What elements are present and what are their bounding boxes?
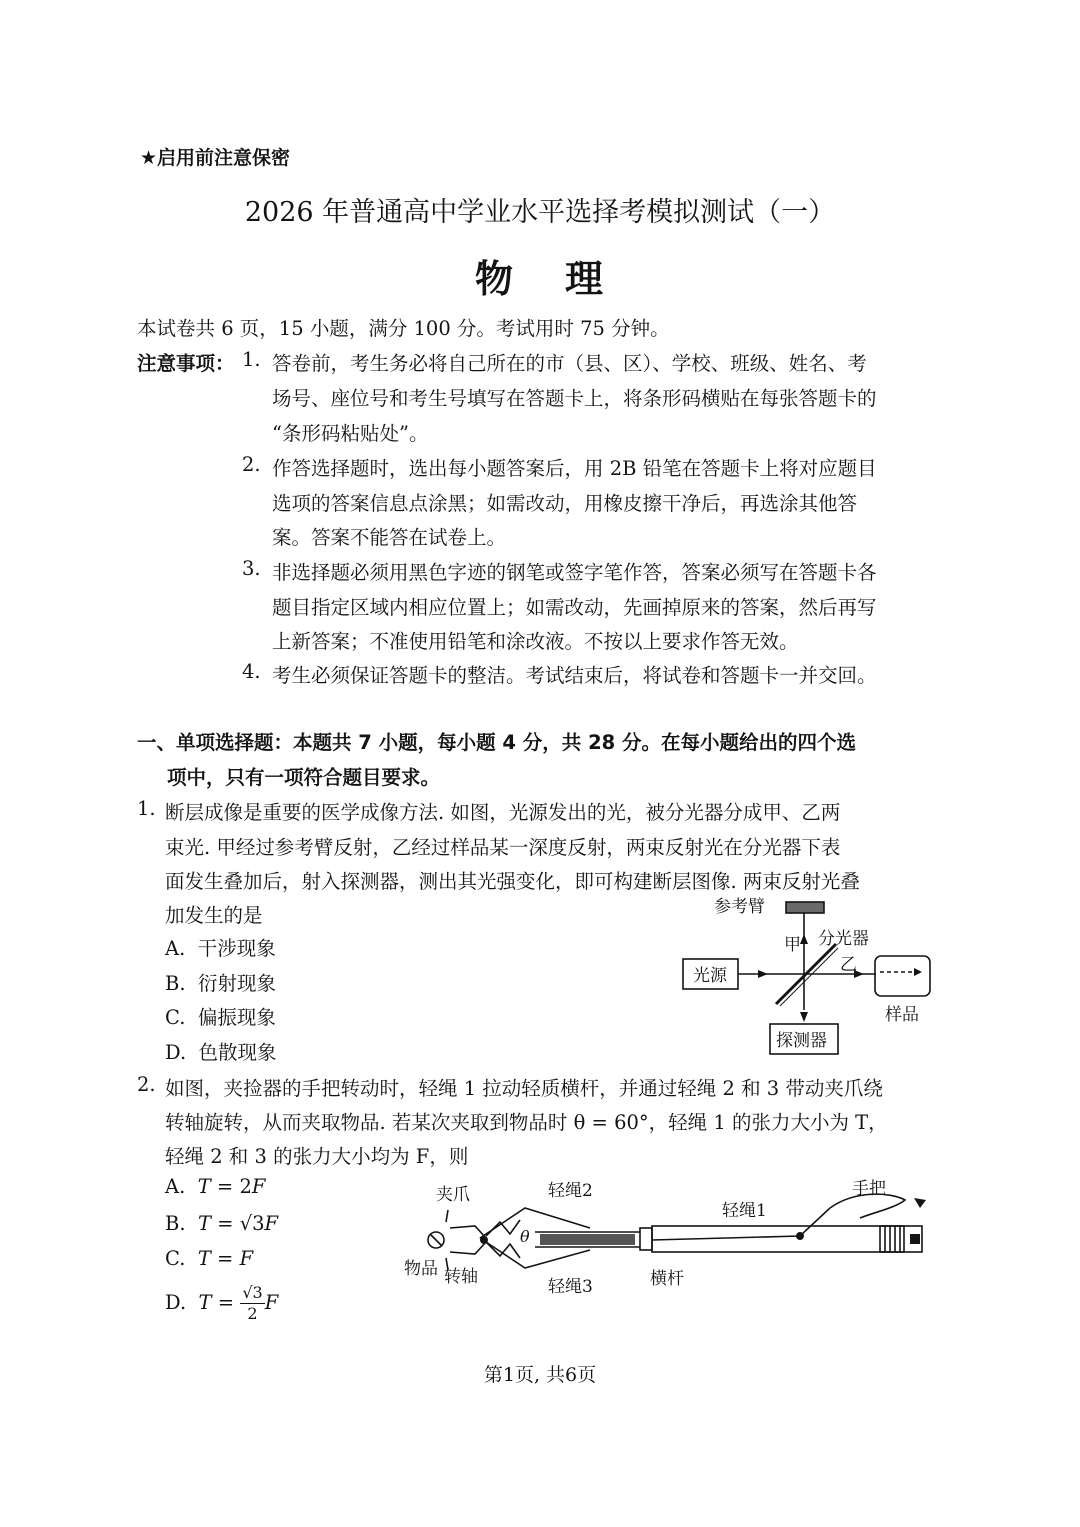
note-1-line-1: 答卷前，考生务必将自己所在的市（县、区）、学校、班级、姓名、考 [272, 352, 867, 375]
reference-mirror [786, 902, 824, 913]
note-1-num: 1. [242, 348, 261, 371]
q1-option-d: D. 色散现象 [165, 1041, 277, 1064]
subject-char-2: 理 [565, 257, 606, 301]
note-1-line-2: 场号、座位号和考生号填写在答题卡上，将条形码横贴在每张答题卡的 [272, 387, 877, 410]
q2-option-a: A. T = 2F [165, 1175, 266, 1198]
q1-stem-line-1: 断层成像是重要的医学成像方法. 如图，光源发出的光，被分光器分成甲、乙两 [165, 801, 841, 824]
handle-rotation-arrow [914, 1198, 926, 1208]
note-2-line-2: 选项的答案信息点涂黑；如需改动，用橡皮擦干净后，再选涂其他答 [272, 492, 858, 515]
rope-3 [486, 1242, 520, 1258]
sample-arrow [914, 968, 922, 976]
q2-number: 2. [137, 1073, 156, 1096]
section-1-heading-line-2: 项中，只有一项符合题目要求。 [167, 766, 441, 789]
inner-rod [540, 1234, 635, 1245]
subject-title [0, 248, 1080, 303]
label-theta: θ [520, 1227, 530, 1246]
note-2-line-3: 案。答案不能答在试卷上。 [272, 526, 507, 549]
label-light-source: 光源 [693, 966, 727, 986]
label-rope-2: 轻绳2 [548, 1181, 593, 1201]
note-3-line-3: 上新答案；不准使用铅笔和涂改液。不按以上要求作答无效。 [272, 630, 799, 653]
beam-splitter-back [780, 948, 838, 1006]
arrow-right-1 [758, 970, 768, 978]
label-sample: 样品 [885, 1005, 919, 1025]
label-claw: 夹爪 [436, 1185, 470, 1205]
q1-stem-line-4: 加发生的是 [165, 904, 263, 927]
label-axis: 转轴 [444, 1267, 478, 1287]
note-4-line-1: 考生必须保证答题卡的整洁。考试结束后，将试卷和答题卡一并交回。 [272, 664, 877, 687]
note-3-num: 3. [242, 557, 261, 580]
note-1-line-3: “条形码粘贴处”。 [272, 422, 429, 445]
q1-stem-line-2: 束光. 甲经过参考臂反射，乙经过样品某一深度反射，两束反射光在分光器下表 [165, 836, 841, 859]
note-3-line-2: 题目指定区域内相应位置上；如需改动，先画掉原来的答案，然后再写 [272, 596, 877, 619]
arrow-up [800, 934, 808, 944]
rope-1-knot [796, 1232, 804, 1240]
q2-option-b: B. T = √3F [165, 1212, 279, 1235]
note-4-num: 4. [242, 660, 261, 683]
exam-title: 2026 年普通高中学业水平选择考模拟测试（一） [244, 197, 836, 228]
label-splitter: 分光器 [818, 929, 869, 949]
q2-stem-line-3: 轻绳 2 和 3 的张力大小均为 F，则 [165, 1145, 469, 1168]
q2-option-c: C. T = F [165, 1247, 254, 1270]
q1-option-c: C. 偏振现象 [165, 1006, 276, 1029]
fraction-sqrt3-over-2: $\frac{√3}{2}$ [242, 1283, 263, 1323]
exam-intro: 本试卷共 6 页，15 小题，满分 100 分。考试用时 75 分钟。 [137, 317, 670, 340]
label-beam-b: 乙 [840, 955, 857, 975]
label-rope-3: 轻绳3 [548, 1277, 593, 1297]
q1-figure-interferometer [676, 892, 946, 1062]
label-reference-arm: 参考臂 [714, 897, 765, 917]
q1-number: 1. [137, 797, 156, 820]
sample-box [875, 956, 930, 996]
q1-stem-line-3: 面发生叠加后，射入探测器，测出其光强变化，即可构建断层图像. 两束反射光叠 [165, 870, 860, 893]
subject-char-1: 物 [474, 257, 515, 301]
q2-figure-grabber [400, 1170, 945, 1300]
q2-stem-line-2: 转轴旋转，从而夹取物品. 若某次夹取到物品时 θ = 60°，轻绳 1 的张力大小为 T， [165, 1111, 888, 1134]
page-footer: 第1页, 共6页 [483, 1364, 597, 1386]
tube-end [910, 1234, 920, 1244]
note-2-line-1: 作答选择题时，选出每小题答案后，用 2B 铅笔在答题卡上将对应题目 [272, 457, 877, 480]
q2-stem-line-1: 如图，夹捡器的手把转动时，轻绳 1 拉动轻质横杆，并通过轻绳 2 和 3 带动夹爪绕 [165, 1077, 883, 1100]
q2-option-d: D. T = $\frac{√3}{2}$ F [165, 1283, 279, 1323]
notes-label: 注意事项： [137, 352, 235, 375]
section-1-heading-line-1: 一、单项选择题：本题共 7 小题，每小题 4 分，共 28 分。在每小题给出的四个选 [137, 731, 857, 754]
label-detector: 探测器 [776, 1031, 827, 1051]
q1-option-b: B. 衍射现象 [165, 972, 276, 995]
pivot-axis [480, 1236, 488, 1244]
label-rope-1: 轻绳1 [722, 1201, 767, 1221]
note-2-num: 2. [242, 453, 261, 476]
label-beam-a: 甲 [784, 935, 801, 955]
label-handle: 手把 [852, 1179, 886, 1199]
arrow-down [800, 1012, 808, 1022]
crossbar [640, 1228, 652, 1250]
q1-option-a: A. 干涉现象 [165, 937, 276, 960]
note-3-line-1: 非选择题必须用黑色字迹的钢笔或签字笔作答，答案必须写在答题卡各 [272, 561, 877, 584]
label-crossbar: 横杆 [650, 1269, 684, 1289]
label-item: 物品 [404, 1259, 438, 1279]
confidential-mark: ★启用前注意保密 [140, 147, 291, 169]
